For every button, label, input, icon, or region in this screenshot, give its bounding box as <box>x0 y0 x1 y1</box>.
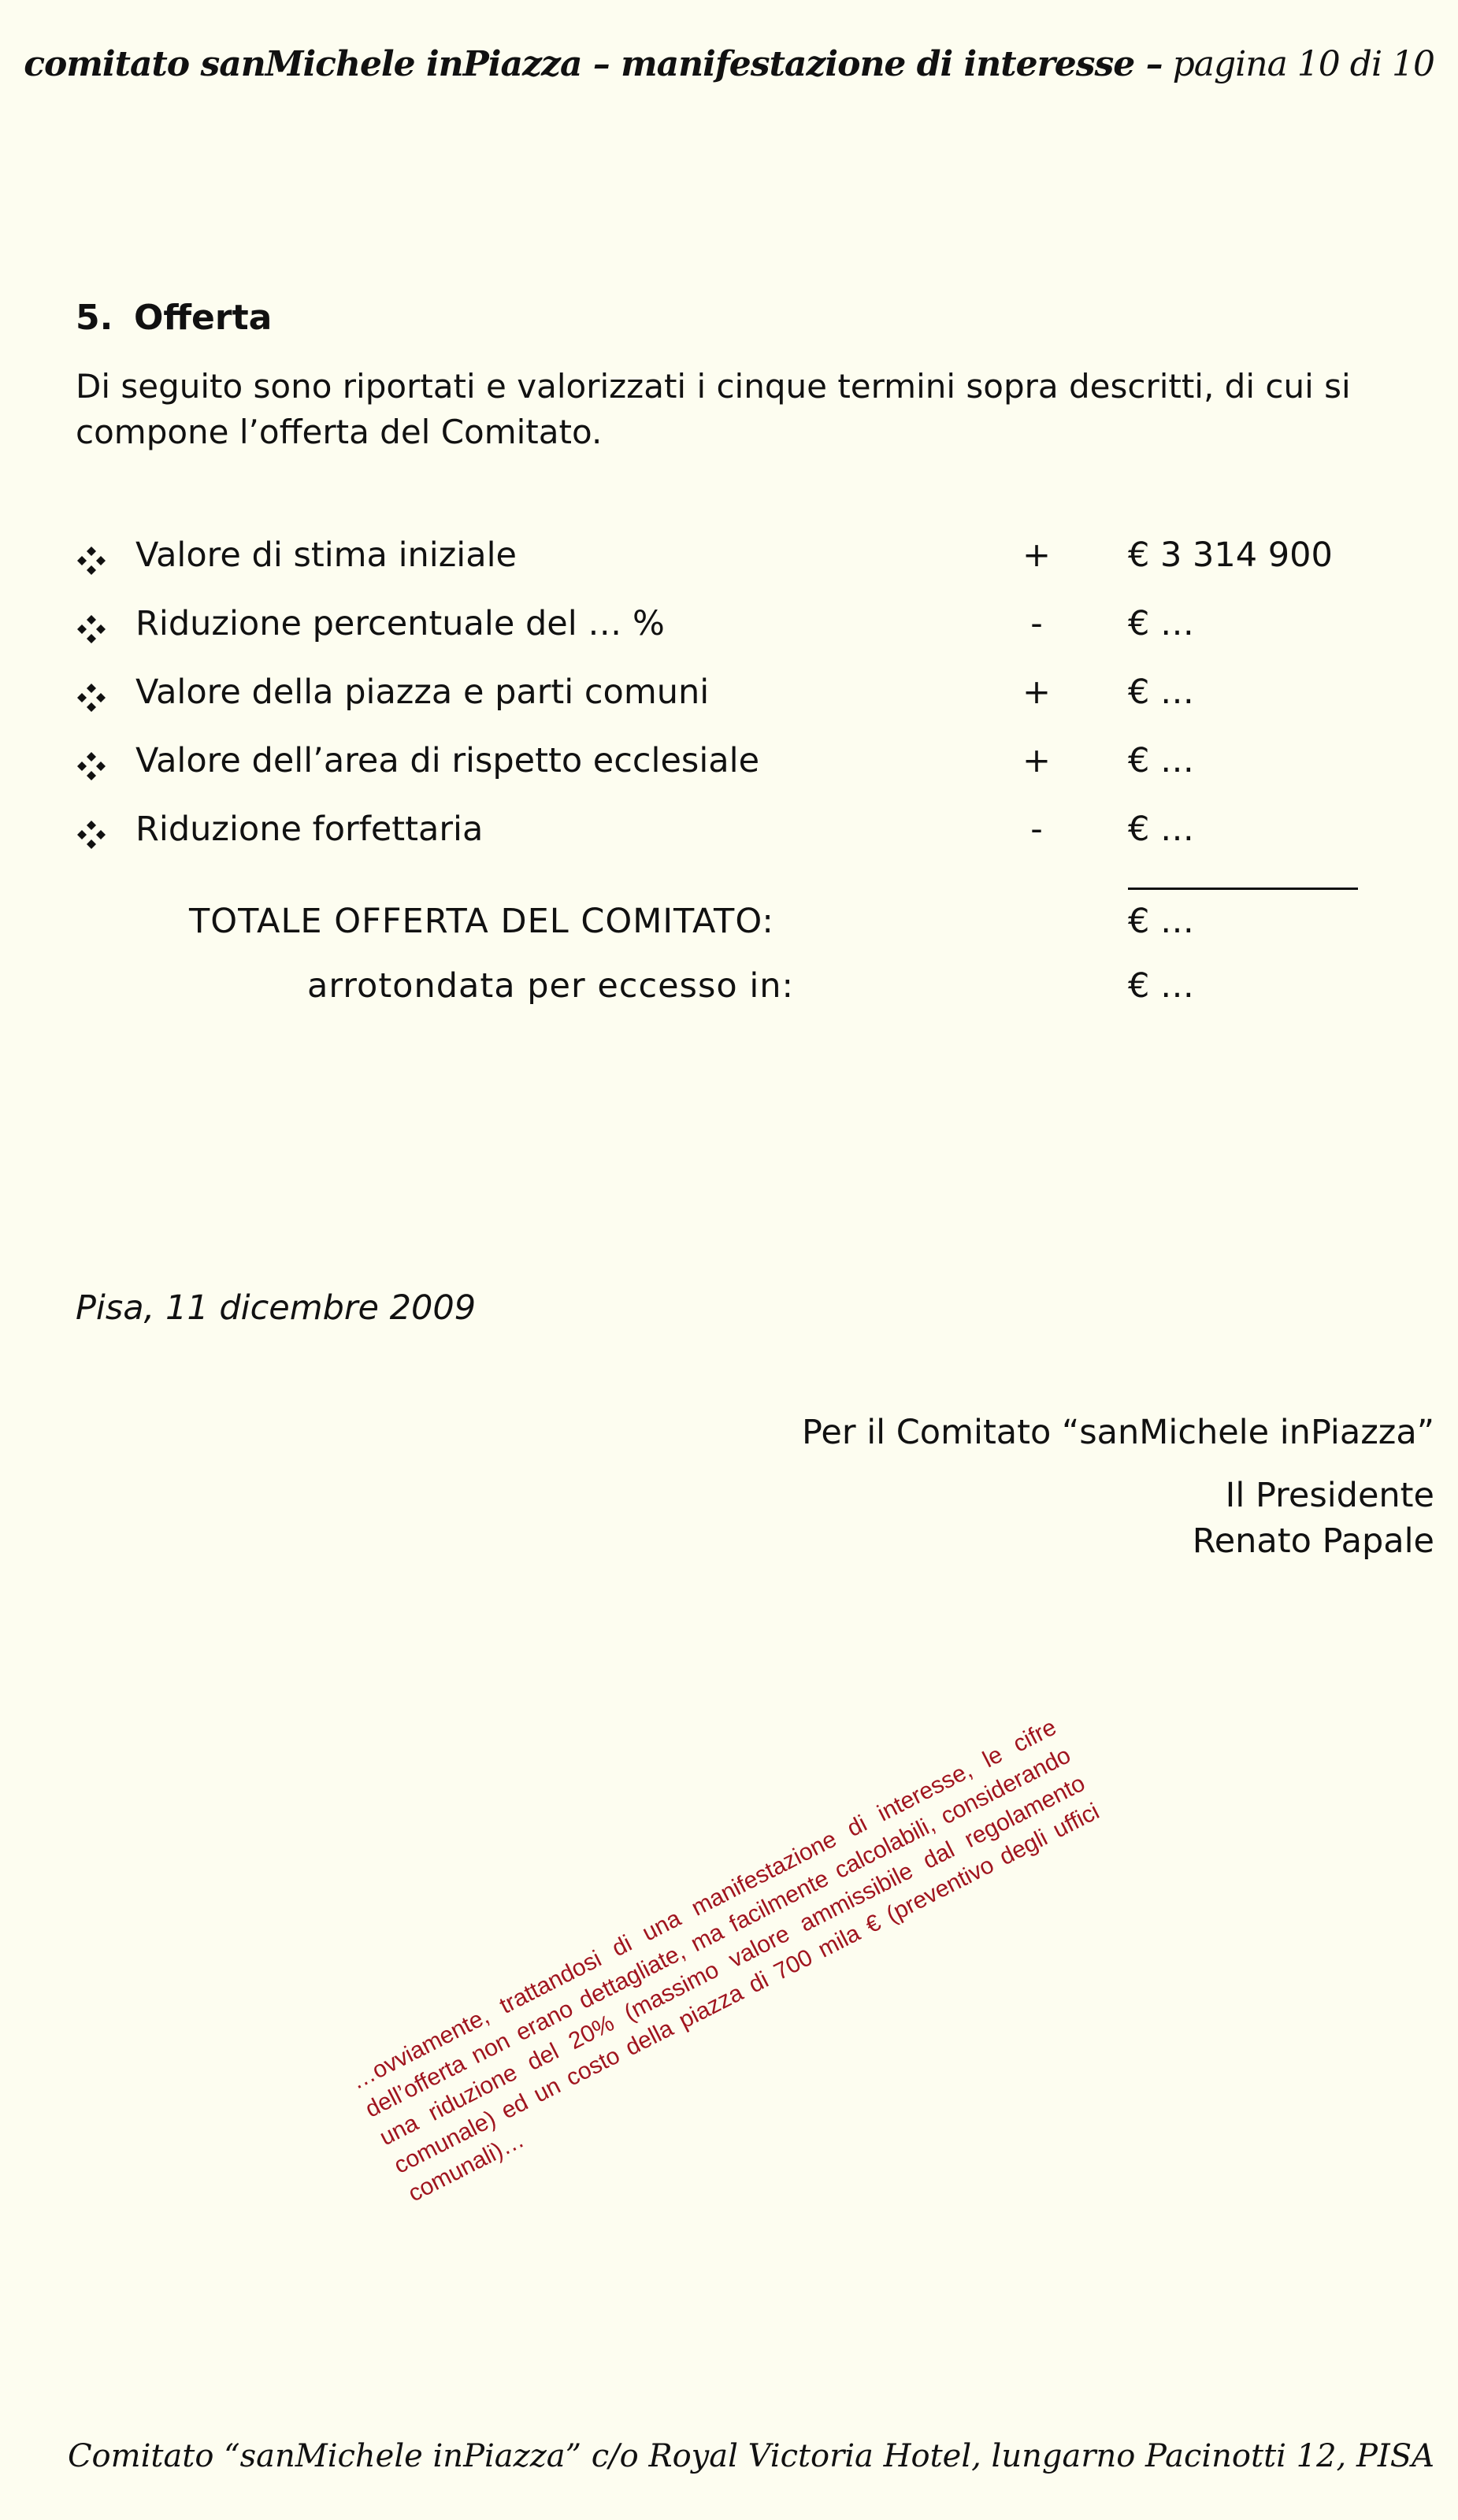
offer-label: Riduzione forfettaria <box>135 810 484 849</box>
total-label: TOTALE OFFERTA DEL COMITATO: <box>189 902 774 941</box>
section-title: Offerta <box>134 298 273 338</box>
page-footer: Comitato “sanMichele inPiazza” c/o Royal Victoria Hotel, lungarno Pacinotti 12, PISA <box>67 2438 1434 2474</box>
page-number: pagina 10 di 10 <box>1172 44 1434 84</box>
diamond-bullet-icon <box>76 545 107 576</box>
signature-name: Renato Papale <box>1192 1521 1434 1561</box>
section-intro: Di seguito sono riportati e valorizzati i cinque termini sopra descritti, di cui si compone l’offerta del Comitato. <box>76 367 1351 451</box>
page-header <box>24 44 1434 84</box>
offer-row <box>76 741 1415 810</box>
diamond-bullet-icon <box>76 613 107 645</box>
diamond-bullet-icon <box>76 750 107 782</box>
offer-amount: € … <box>1128 741 1195 780</box>
offer-sign: - <box>1030 810 1043 849</box>
section-heading <box>76 298 272 338</box>
diamond-bullet-icon <box>76 682 107 713</box>
offer-label: Riduzione percentuale del … % <box>135 604 665 643</box>
rounded-label: arrotondata per eccesso in: <box>307 966 795 1006</box>
signature-spacer <box>802 1455 1434 1473</box>
offer-label: Valore di stima iniziale <box>135 536 517 575</box>
signature-block <box>802 1410 1434 1564</box>
signature-role: Il Presidente <box>1225 1476 1434 1515</box>
offer-amount: € … <box>1128 604 1195 643</box>
offer-sign: - <box>1030 604 1043 643</box>
offer-label: Valore dell’area di rispetto ecclesiale <box>135 741 760 780</box>
section-number: 5. <box>76 298 113 338</box>
offer-amount: € … <box>1128 810 1195 849</box>
offer-amount: € … <box>1128 673 1195 712</box>
place-date: Pisa, 11 dicembre 2009 <box>76 1288 477 1328</box>
offer-row <box>76 604 1415 673</box>
annotation-note: …ovviamente, trattandosi di una manifestazione di interesse, le cifre dell’offerta non erano dettagliate, ma facilmente calcolabili, considerando una riduzione del 20% (massimo valore ammissibile dal regolamento comunale) ed un costo della piazza di 700 mila € (preventivo degli uffici comunali)… <box>347 1714 1104 2207</box>
offer-list <box>76 536 1415 878</box>
offer-amount: € 3 314 900 <box>1128 536 1333 575</box>
offer-label: Valore della piazza e parti comuni <box>135 673 710 712</box>
total-divider <box>1128 888 1358 890</box>
offer-row <box>76 673 1415 741</box>
rounded-amount: € … <box>1128 966 1195 1006</box>
header-title: comitato sanMichele inPiazza – manifestazione di interesse – <box>24 44 1163 84</box>
total-amount: € … <box>1128 902 1195 941</box>
offer-row <box>76 536 1415 604</box>
offer-row <box>76 810 1415 878</box>
diamond-bullet-icon <box>76 819 107 850</box>
offer-sign: + <box>1022 741 1052 780</box>
signature-committee: Per il Comitato “sanMichele inPiazza” <box>802 1413 1434 1452</box>
offer-sign: + <box>1022 536 1052 575</box>
offer-sign: + <box>1022 673 1052 712</box>
